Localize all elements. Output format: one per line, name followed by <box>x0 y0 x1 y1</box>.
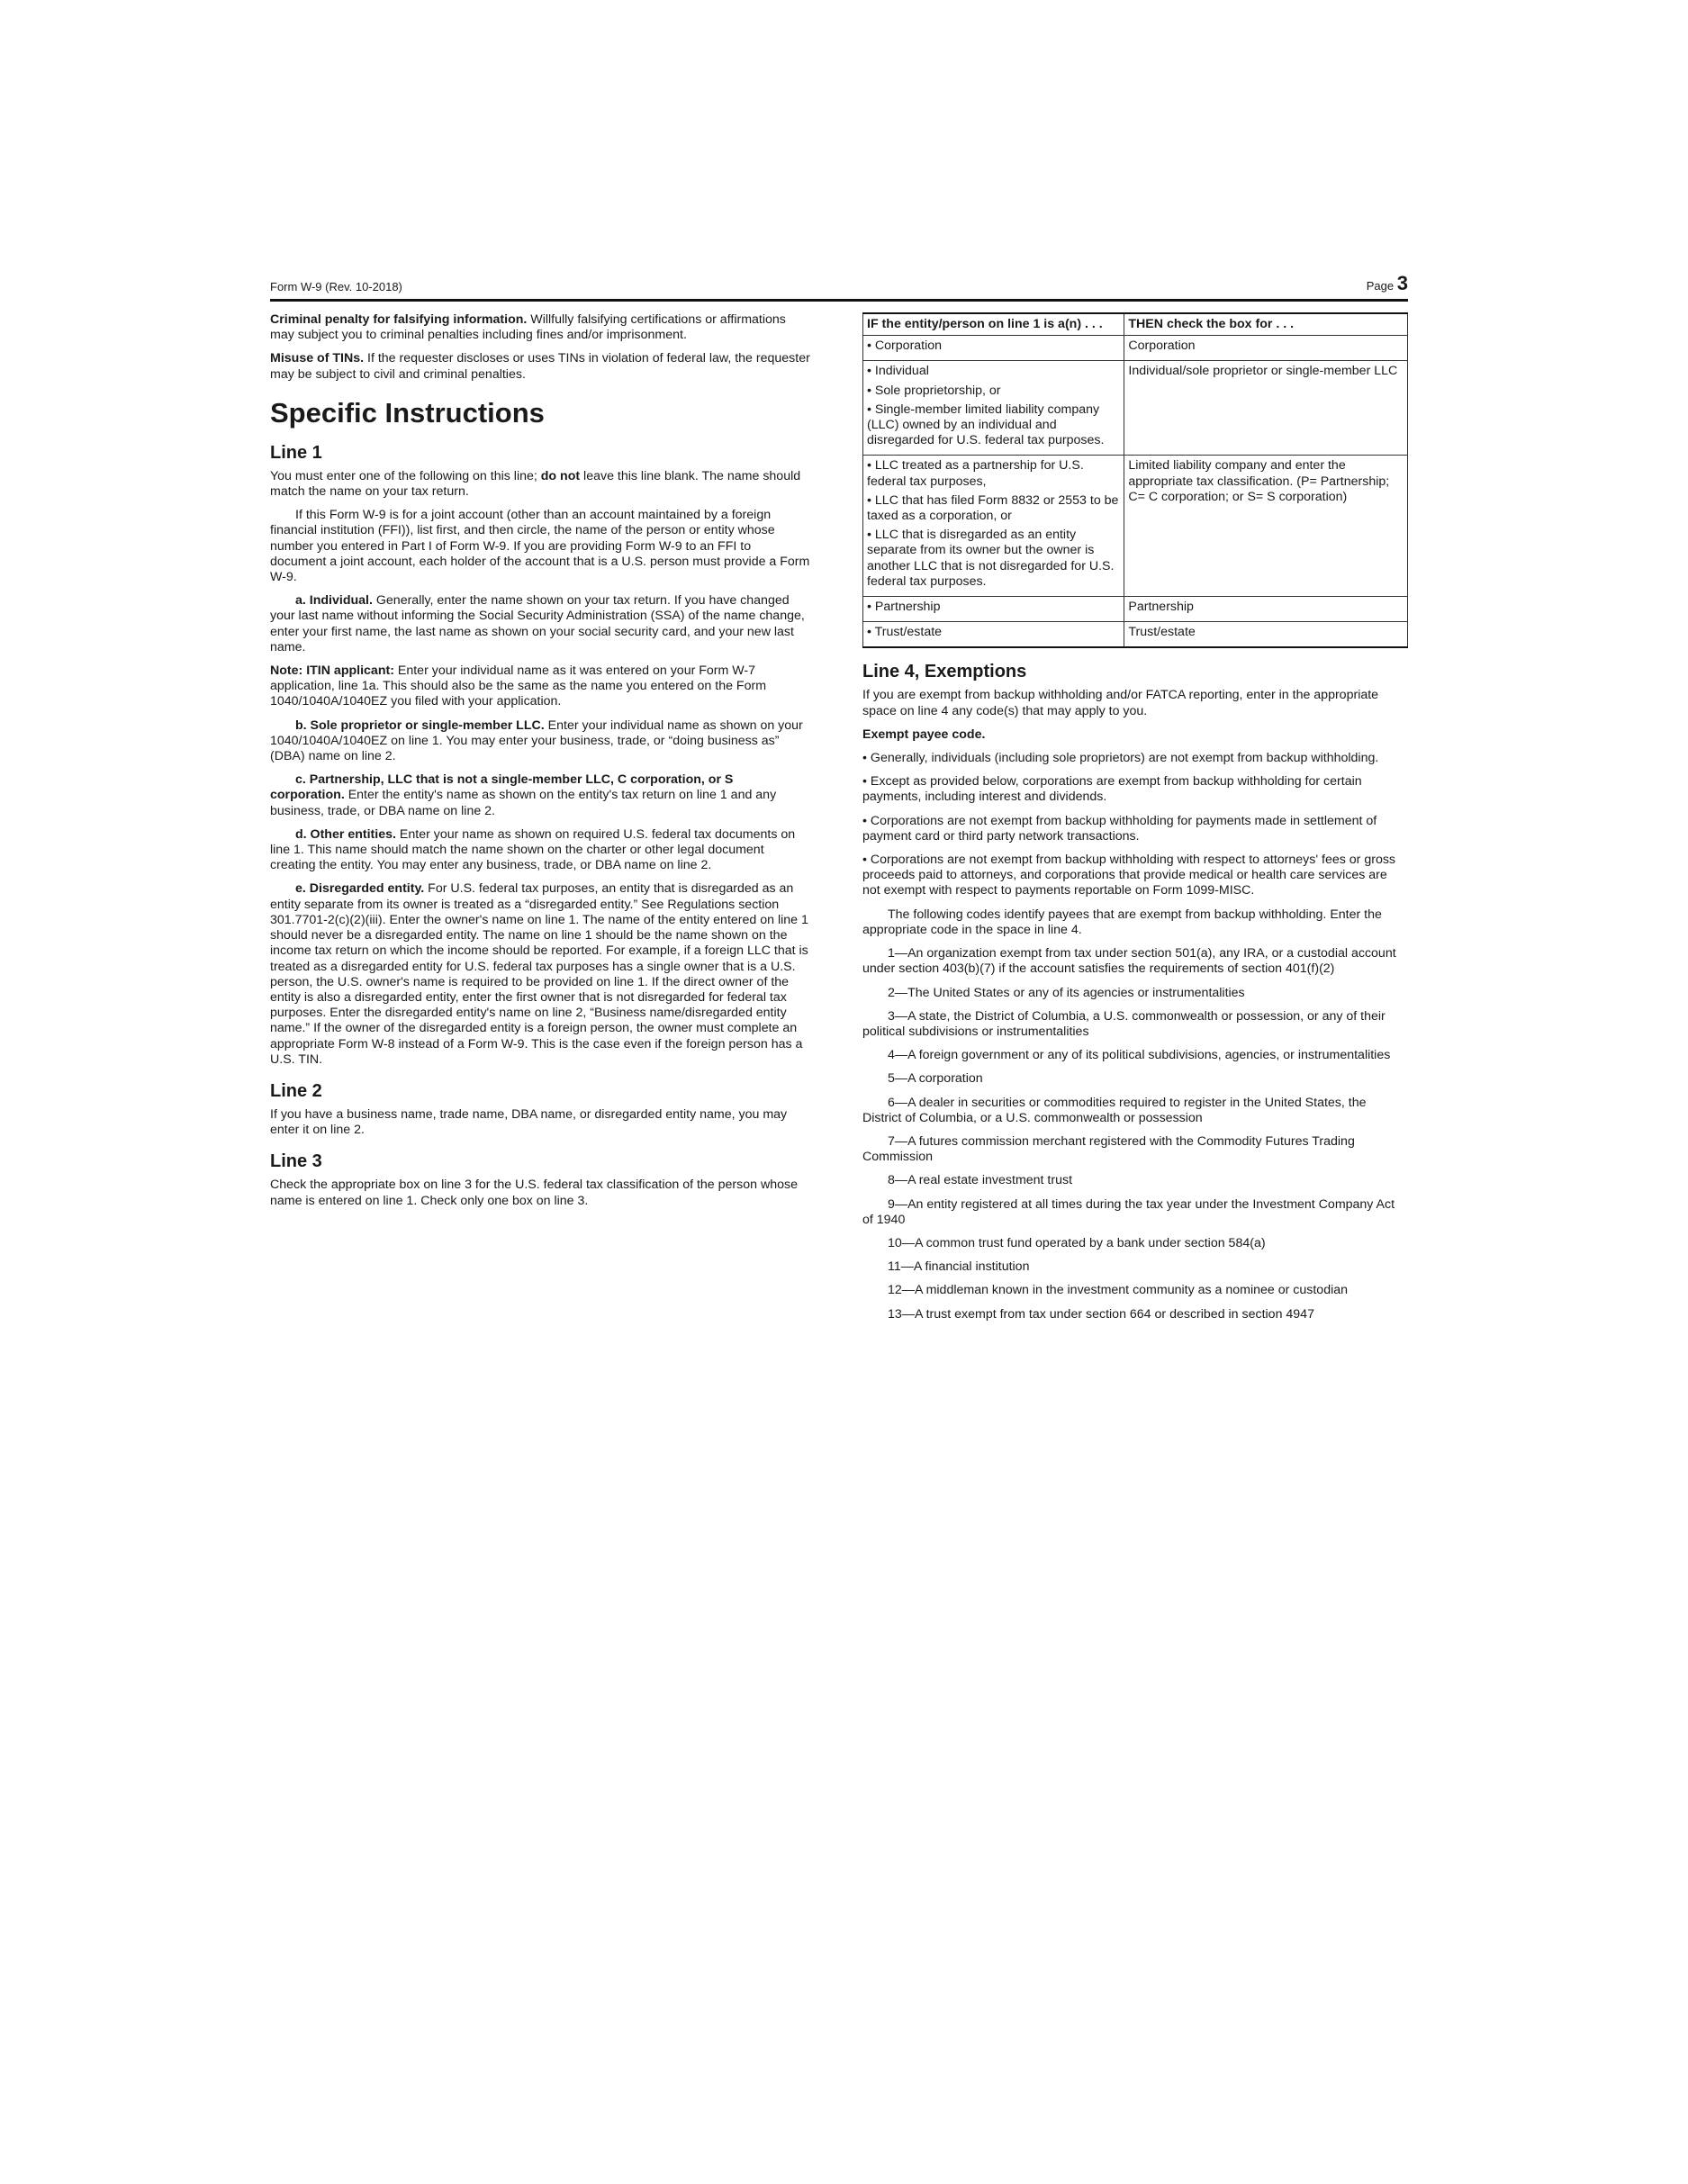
form-id: Form W-9 (Rev. 10-2018) <box>270 280 402 293</box>
line1-text-b: do not <box>540 468 581 483</box>
line3-paragraph: Check the appropriate box on line 3 for the U.S. federal tax classification of the person whose name is entered on line 1. Check only one box on line 3. <box>270 1178 798 1208</box>
partnership-paragraph <box>270 772 810 819</box>
itin-note-title: Note: ITIN applicant: <box>270 663 394 679</box>
sole-proprietor-paragraph <box>270 718 810 765</box>
classification-table <box>862 312 1408 648</box>
misuse-title: Misuse of TINs. <box>270 351 365 366</box>
table-header-if: IF the entity/person on line 1 is a(n) . . . <box>863 313 1124 336</box>
sole-proprietor-text: Enter your individual name as shown on your 1040/1040A/1040EZ on line 1. You may enter your business, trade, or “doing business as” (DBA) name on line 2. <box>270 717 803 764</box>
table-row <box>863 336 1408 361</box>
exempt-code-item: 9—An entity registered at all times during the tax year under the Investment Company Act of 1940 <box>862 1196 1395 1227</box>
exempt-code-item: 4—A foreign government or any of its political subdivisions, agencies, or instrumentalities <box>888 1048 1391 1063</box>
table-row <box>863 597 1408 622</box>
table-cell-then: Corporation <box>1124 336 1408 361</box>
other-entities-paragraph <box>270 827 810 874</box>
table-cell-if <box>863 456 1124 597</box>
right-column <box>862 312 1408 1331</box>
exempt-code-item: 11—A financial institution <box>888 1259 1030 1275</box>
table-row <box>863 456 1408 597</box>
exempt-payee-heading: Exempt payee code. <box>862 726 986 742</box>
line2-heading: Line 2 <box>270 1080 322 1101</box>
table-bullet: • Partnership <box>867 600 1120 615</box>
exempt-code-item: 10—A common trust fund operated by a bank under section 584(a) <box>888 1235 1266 1250</box>
line1-text-a: You must enter one of the following on this line; <box>270 468 541 483</box>
exempt-bullet: • Corporations are not exempt from backup withholding for payments made in settlement of payment card or third party network transactions. <box>862 814 1408 844</box>
exempt-bullet: • Except as provided below, corporations are exempt from backup withholding for certain payments, including interest and dividends. <box>862 774 1408 805</box>
line1-heading: Line 1 <box>270 442 322 463</box>
table-cell-if <box>863 361 1124 456</box>
table-bullet: • Sole proprietorship, or <box>867 384 1120 399</box>
line1-paragraph-2: If this Form W-9 is for a joint account (other than an account maintained by a foreign financial institution (FFI)), list first, and then circle, the name of the person or entity whose number you entered in Part I of Form W-9. If you are providing Form W-9 to an FFI to document a joint account, each holder of the account that is a U.S. person must provide a Form W-9. <box>270 508 810 585</box>
page-label: Page <box>1366 279 1395 293</box>
table-bullet: • Single-member limited liability company (LLC) owned by an individual and disregarded for U.S. federal tax purposes. <box>867 402 1120 449</box>
line3-heading: Line 3 <box>270 1151 322 1172</box>
misuse-text: If the requester discloses or uses TINs in violation of federal law, the requester may be subject to civil and criminal penalties. <box>270 351 810 382</box>
table-cell-if <box>863 597 1124 622</box>
page-header <box>270 266 1408 302</box>
exempt-bullet: • Corporations are not exempt from backup withholding with respect to attorneys' fees or gross proceeds paid to attorneys, and corporations that provide medical or health care services are not exempt with respect to payments reportable on Form 1099-MISC. <box>862 853 1408 899</box>
misuse-paragraph <box>270 351 810 382</box>
exempt-code-item: 12—A middleman known in the investment community as a nominee or custodian <box>888 1283 1349 1298</box>
sole-proprietor-title: b. Sole proprietor or single-member LLC. <box>295 717 545 733</box>
table-cell-then: Individual/sole proprietor or single-member LLC <box>1124 361 1408 456</box>
line1-paragraph-1 <box>270 469 810 500</box>
exempt-code-item: 6—A dealer in securities or commodities required to register in the United States, the District of Columbia, or a U.S. commonwealth or possession <box>862 1095 1367 1125</box>
table-bullet: • LLC that has filed Form 8832 or 2553 to be taxed as a corporation, or <box>867 493 1120 524</box>
partnership-title: c. Partnership, LLC that is not a single-member LLC, C corporation, or S corporation. <box>270 772 734 803</box>
table-cell-then: Limited liability company and enter the appropriate tax classification. (P= Partnership; C= C corporation; or S= S corporation) <box>1124 456 1408 597</box>
document-page <box>270 266 1408 1322</box>
table-row <box>863 622 1408 648</box>
exempt-code-item: 2—The United States or any of its agencies or instrumentalities <box>888 985 1245 1000</box>
penalty-paragraph <box>270 312 810 343</box>
table-header-row <box>863 313 1408 336</box>
penalty-text: Willfully falsifying certifications or affirmations may subject you to criminal penalties including fines and/or imprisonment. <box>270 312 786 343</box>
table-cell-if <box>863 336 1124 361</box>
table-header-then: THEN check the box for . . . <box>1124 313 1408 336</box>
line1-text-c: leave this line blank. The name should match the name on your tax return. <box>270 468 801 500</box>
penalty-title: Criminal penalty for falsifying information. <box>270 312 528 327</box>
exempt-code-item: 3—A state, the District of Columbia, a U.S. commonwealth or possession, or any of their political subdivisions or instrumentalities <box>862 1008 1386 1039</box>
other-entities-text: Enter your name as shown on required U.S. federal tax documents on line 1. This name should match the name shown on the charter or other legal document creating the entity. You may enter any business, trade, or DBA name on line 2. <box>270 826 796 873</box>
exempt-code-item: 1—An organization exempt from tax under section 501(a), any IRA, or a custodial account under section 403(b)(7) if the account satisfies the requirements of section 401(f)(2) <box>862 946 1396 977</box>
specific-instructions-heading: Specific Instructions <box>270 396 545 429</box>
page-number-label <box>1367 272 1408 295</box>
exempt-code-item: 8—A real estate investment trust <box>888 1173 1073 1188</box>
individual-text: Generally, enter the name shown on your tax return. If you have changed your last name without informing the Social Security Administration (SSA) of the name change, enter your first name, the last name as shown on your social security card, and your new last name. <box>270 593 805 654</box>
exempt-code-item: 13—A trust exempt from tax under section 664 or described in section 4947 <box>888 1306 1314 1322</box>
table-bullet: • LLC treated as a partnership for U.S. federal tax purposes, <box>867 458 1120 489</box>
disregarded-entity-title: e. Disregarded entity. <box>295 881 425 897</box>
exempt-code-item: 7—A futures commission merchant registered with the Commodity Futures Trading Commission <box>862 1133 1355 1165</box>
line4-heading: Line 4, Exemptions <box>862 662 1027 682</box>
exempt-code-item: 5—A corporation <box>888 1071 983 1087</box>
table-bullet: • Trust/estate <box>867 625 1120 640</box>
left-column <box>270 312 810 1217</box>
line2-paragraph: If you have a business name, trade name, DBA name, or disregarded entity name, you may enter it on line 2. <box>270 1106 788 1138</box>
other-entities-title: d. Other entities. <box>295 826 396 842</box>
table-cell-then: Trust/estate <box>1124 622 1408 648</box>
itin-note-paragraph <box>270 663 810 710</box>
individual-paragraph <box>270 593 810 655</box>
table-cell-if <box>863 622 1124 648</box>
individual-title: a. Individual. <box>295 593 373 609</box>
table-bullet: • Individual <box>867 364 1120 379</box>
partnership-text: Enter the entity's name as shown on the entity's tax return on line 1 and any business, trade, or DBA name on line 2. <box>270 788 777 818</box>
table-row <box>863 361 1408 456</box>
line4-paragraph: If you are exempt from backup withholding and/or FATCA reporting, enter in the appropriate space on line 4 any code(s) that may apply to you. <box>862 688 1379 718</box>
page-number: 3 <box>1396 272 1408 294</box>
disregarded-entity-text: For U.S. federal tax purposes, an entity that is disregarded as an entity separate from its owner is treated as a “disregarded entity.” See Regulations section 301.7701-2(c)(2)(iii). Enter the owner's name on line 1. The name of the entity entered on line 1 should never be a disregarded entity. The name on line 1 should be the name shown on the income tax return on which the income should be reported. For example, if a foreign LLC that is treated as a disregarded entity for U.S. federal tax purposes has a single owner that is a U.S. person, the U.S. owner's name is required to be provided on line 1. If the direct owner of the entity is also a disregarded entity, enter the first owner that is not disregarded for federal tax purposes. Enter the disregarded entity's name on line 2, “Business name/disregarded entity name.” If the owner of the disregarded entity is a foreign person, the owner must complete an appropriate Form W-8 instead of a Form W-9. This is the case even if the foreign person has a U.S. TIN. <box>270 881 808 1067</box>
disregarded-entity-paragraph <box>270 881 810 1067</box>
table-bullet: • Corporation <box>867 338 1120 354</box>
exempt-bullet: • Generally, individuals (including sole proprietors) are not exempt from backup withholding. <box>862 751 1408 766</box>
codes-intro: The following codes identify payees that are exempt from backup withholding. Enter the appropriate code in the space in line 4. <box>862 907 1382 937</box>
table-bullet: • LLC that is disregarded as an entity separate from its owner but the owner is another LLC that is not disregarded for U.S. federal tax purposes. <box>867 528 1120 590</box>
table-cell-then: Partnership <box>1124 597 1408 622</box>
itin-note-text: Enter your individual name as it was entered on your Form W-7 application, line 1a. This should also be the same as the name you entered on the Form 1040/1040A/1040EZ you filed with your application. <box>270 663 767 709</box>
